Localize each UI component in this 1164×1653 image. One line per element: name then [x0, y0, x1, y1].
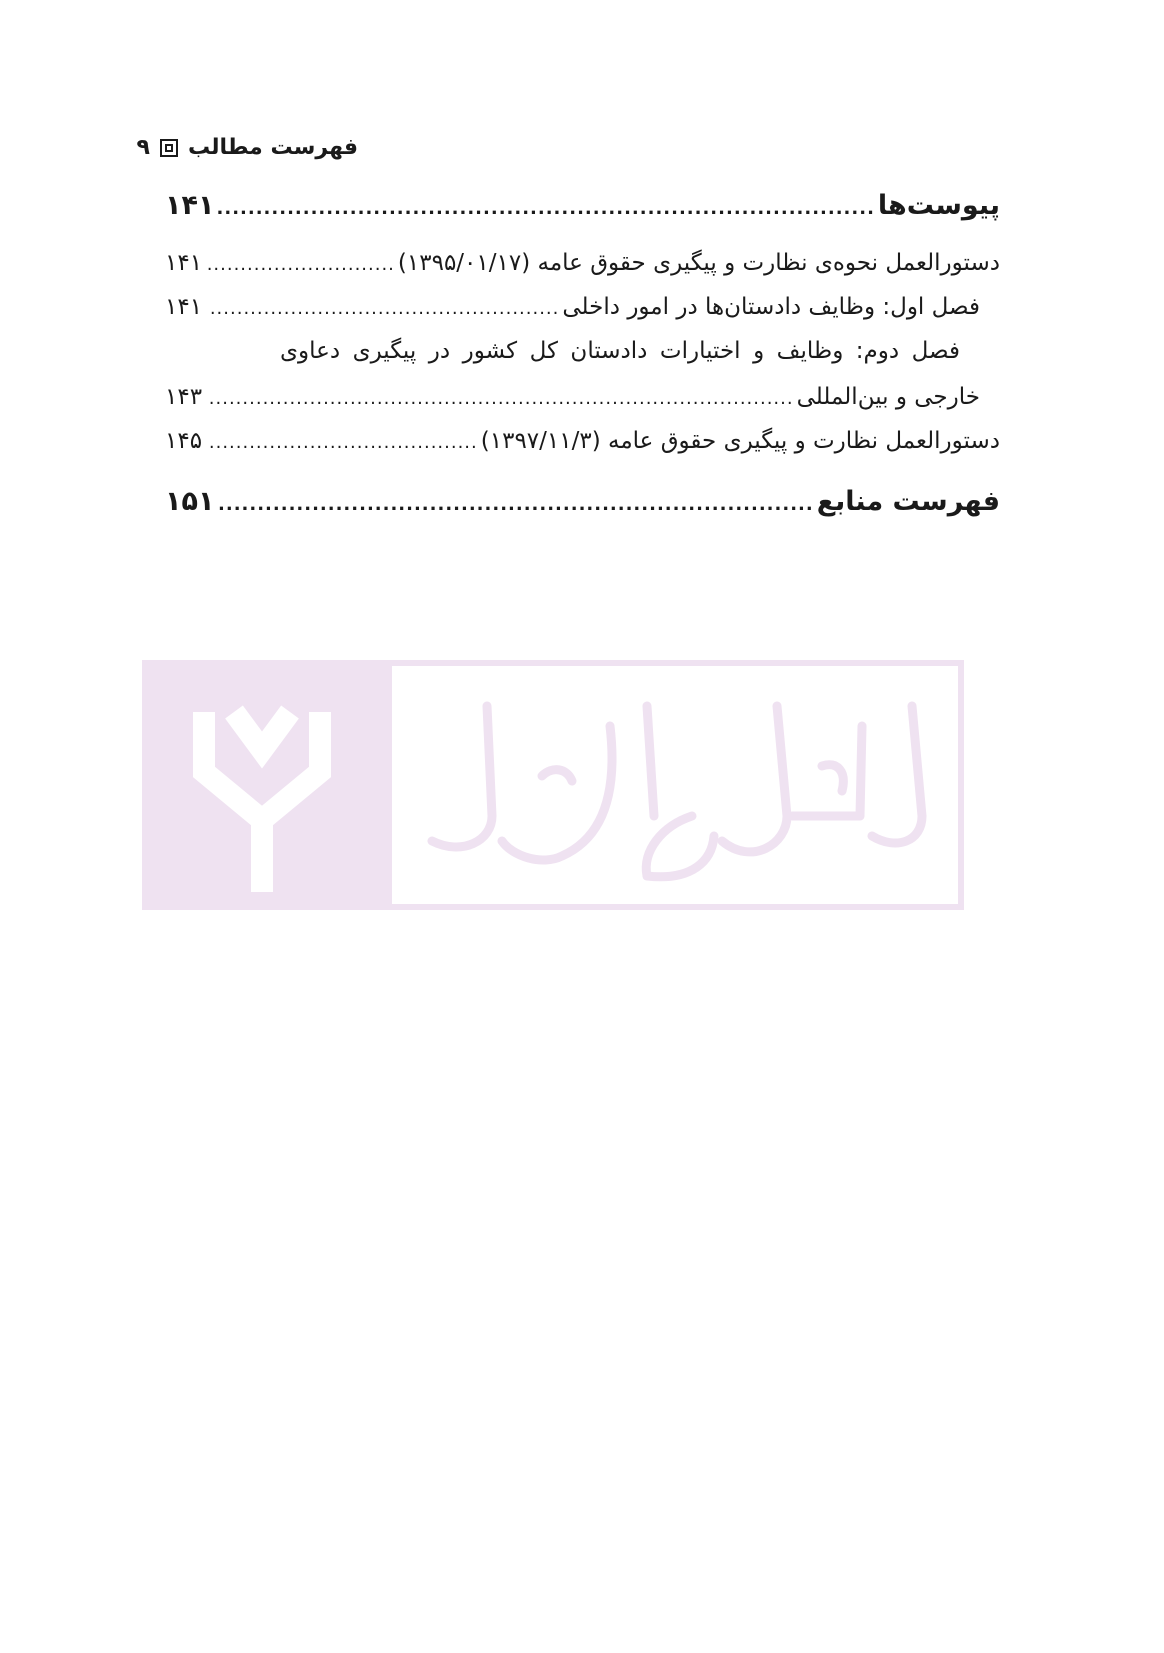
wordmark-lettering — [392, 666, 958, 904]
toc-entry-label: فهرست منابع — [816, 486, 1000, 517]
toc-entry-page: ۱۴۱ — [165, 250, 203, 276]
dadbazar-logo-icon — [142, 660, 382, 910]
toc-entry-chapter-2-line2 — [165, 384, 1000, 428]
toc-entry-chapter-2[interactable] — [165, 338, 1000, 428]
dot-leader — [217, 494, 813, 515]
header-title: فهرست مطالب — [187, 135, 358, 160]
toc-entry-references[interactable] — [165, 486, 1000, 530]
toc-entry-label-line2: خارجی و بین‌المللی — [796, 384, 980, 410]
dot-leader — [208, 388, 794, 409]
dot-leader — [217, 198, 874, 219]
toc-entry-label: پیوست‌ها — [877, 190, 1000, 221]
double-square-icon — [160, 139, 178, 157]
table-of-contents — [165, 190, 1000, 530]
toc-entry-instruction-1397[interactable] — [165, 428, 1000, 472]
dot-leader — [208, 298, 559, 319]
toc-entry-instruction-1395[interactable] — [165, 250, 1000, 294]
toc-entry-page: ۱۴۳ — [165, 384, 203, 410]
toc-entry-appendices[interactable] — [165, 190, 1000, 234]
header-page-number: ۹ — [136, 135, 150, 160]
dot-leader — [208, 254, 395, 275]
toc-entry-label-line1: فصل دوم: وظایف و اختیارات دادستان کل کشور در پیگیری دعاوی — [280, 338, 960, 364]
toc-entry-page: ۱۴۵ — [165, 428, 203, 454]
toc-entry-page: ۱۵۱ — [165, 486, 215, 517]
toc-entry-page: ۱۴۱ — [165, 190, 215, 221]
running-header — [137, 135, 359, 160]
watermark-wordmark — [386, 660, 964, 910]
toc-entry-label: دستورالعمل نظارت و پیگیری حقوق عامه (۱۳۹۷/۱۱/۳) — [480, 428, 1000, 454]
toc-entry-label: دستورالعمل نحوه‌ی نظارت و پیگیری حقوق عامه (۱۳۹۵/۰۱/۱۷) — [397, 250, 1000, 276]
dot-leader — [208, 432, 478, 453]
toc-entry-chapter-1[interactable] — [165, 294, 1000, 338]
toc-entry-label: فصل اول: وظایف دادستان‌ها در امور داخلی — [562, 294, 980, 320]
toc-entry-page: ۱۴۱ — [165, 294, 203, 320]
publisher-watermark — [142, 660, 964, 910]
